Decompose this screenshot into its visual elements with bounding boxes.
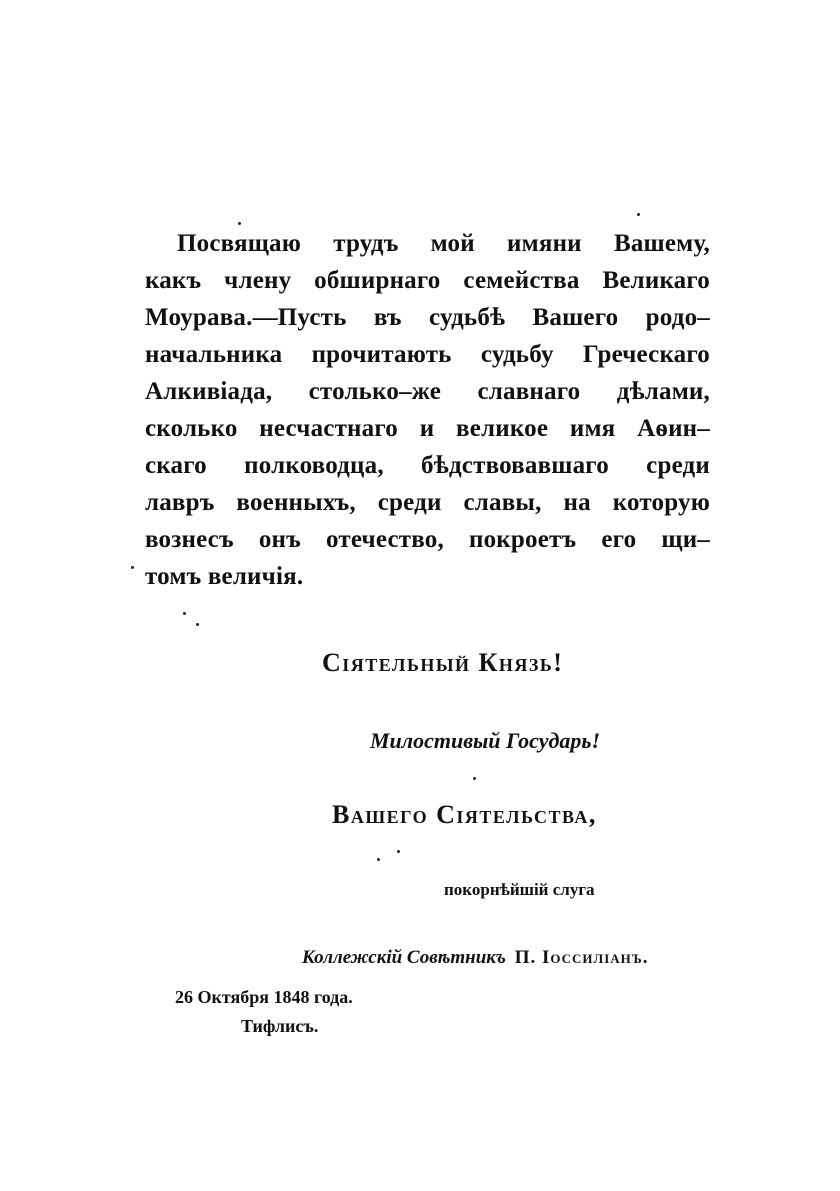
- print-speck: [397, 850, 400, 853]
- signature-rank: Коллежскій Совѣтникъ: [302, 947, 506, 968]
- print-speck: [183, 612, 186, 615]
- signature-name: П. Іоссиліанъ.: [514, 947, 649, 968]
- excellency-line: Вашего Сіятельства,: [332, 800, 597, 829]
- place-line: Тифлисъ.: [241, 1016, 319, 1036]
- dedication-line: Посвящаю трудъ мой имяни Вашему,: [177, 230, 710, 257]
- address-line: Сіятельный Князь!: [322, 648, 564, 677]
- dedication-line: Моурава.—Пусть въ судьбѣ Вашего родо–: [145, 304, 710, 331]
- print-speck: [196, 623, 199, 626]
- signature: [302, 947, 648, 969]
- dedication-line: сколько несчастнаго и великое имя Аѳин–: [145, 415, 710, 442]
- print-speck: [377, 858, 380, 861]
- servant-line: покорнѣйшій слуга: [444, 880, 595, 899]
- dedication-line: Алкивіада, столько–же славнаго дѣлами,: [145, 378, 710, 405]
- dedication-line: какъ члену обширнаго семейства Великаго: [145, 267, 710, 294]
- dedication-line: томъ величія.: [145, 563, 304, 590]
- print-speck: [238, 222, 241, 225]
- date-line: 26 Октября 1848 года.: [175, 987, 353, 1007]
- dedication-text: [145, 225, 710, 595]
- dedication-line: начальника прочитають судьбу Греческаго: [145, 341, 710, 368]
- print-speck: [637, 213, 640, 216]
- dedication-line: лавръ военныхъ, среди славы, на которую: [145, 489, 710, 516]
- dedication-line: скаго полководца, бѣдствовавшаго среди: [145, 452, 710, 479]
- print-speck: [473, 777, 476, 780]
- dedication-line: вознесъ онъ отечество, покроетъ его щи–: [145, 526, 710, 553]
- print-speck: [131, 566, 134, 569]
- salutation-line: Милостивый Государь!: [370, 728, 601, 753]
